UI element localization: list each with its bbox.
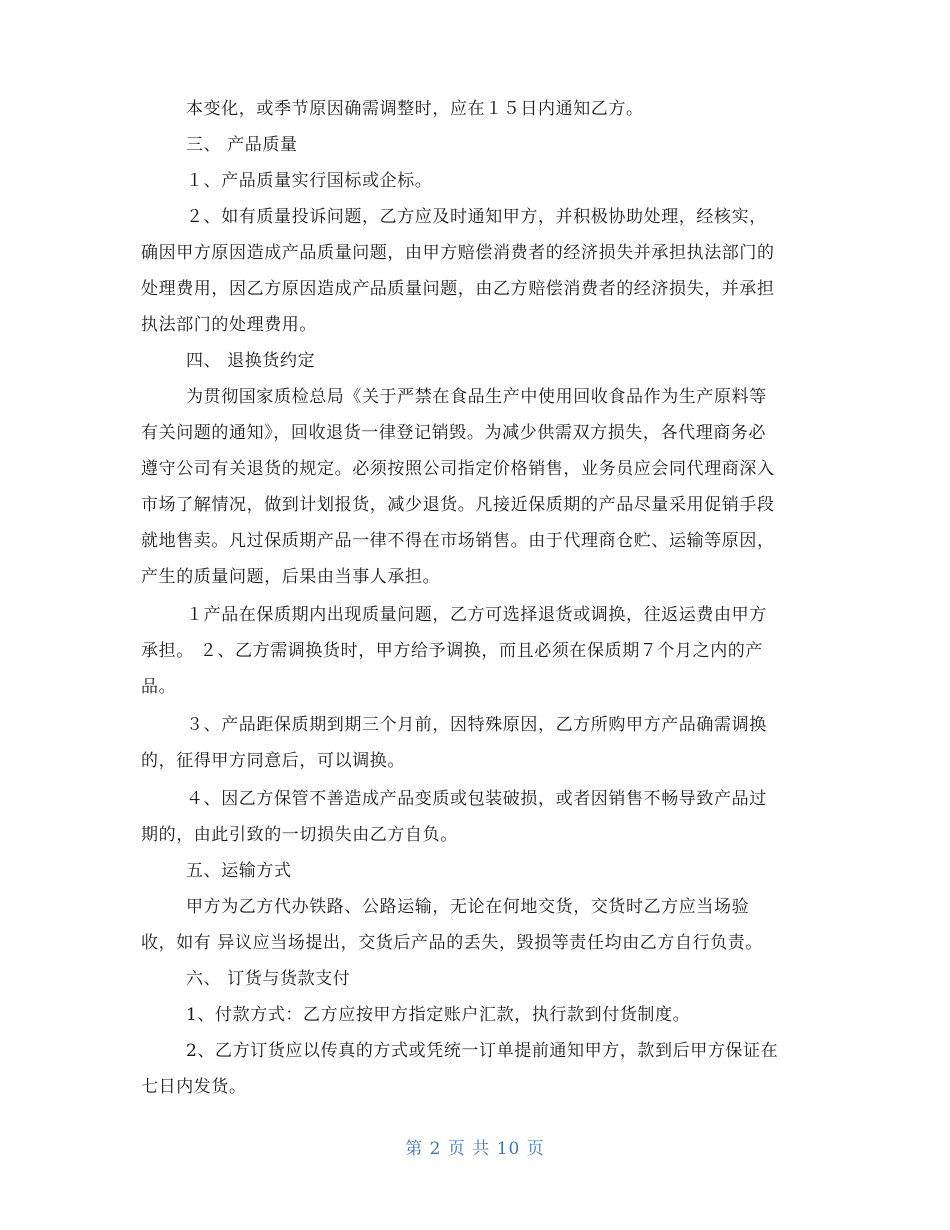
text-line: 品。 [141, 677, 177, 697]
text-line: 确因甲方原因造成产品质量问题，由甲方赔偿消费者的经济损失并承担执法部门的 [141, 243, 775, 263]
text-line: ２、如有质量投诉问题，乙方应及时通知甲方，并积极协助处理，经核实， [186, 207, 767, 227]
text-line: 就地售卖。凡过保质期产品一律不得在市场销售。由于代理商仓贮、运输等原因， [141, 531, 775, 551]
section-heading: 三、 产品质量 [186, 135, 298, 155]
text-line: 执法部门的处理费用。 [141, 315, 317, 335]
text-line: ４、因乙方保管不善造成产品变质或包装破损，或者因销售不畅导致产品过 [186, 789, 767, 809]
page-number-footer: 第 2 页 共 10 页 [405, 1139, 545, 1159]
section-heading: 五、运输方式 [186, 861, 292, 881]
text-line: 七日内发货。 [141, 1077, 247, 1097]
text-line: 甲方为乙方代办铁路、公路运输，无论在何地交货，交货时乙方应当场验 [186, 897, 750, 917]
text-line: 有关问题的通知》，回收退货一律登记销毁。为减少供需双方损失，各代理商务必 [141, 423, 767, 443]
text-line: １产品在保质期内出现质量问题，乙方可选择退货或调换，往返运费由甲方 [186, 605, 767, 625]
text-line: 遵守公司有关退货的规定。必须按照公司指定价格销售，业务员应会同代理商深入 [141, 459, 775, 479]
text-line: 为贯彻国家质检总局《关于严禁在食品生产中使用回收食品作为生产原料等 [186, 387, 767, 407]
text-line: １、产品质量实行国标或企标。 [186, 171, 433, 191]
text-line: 收，如有 异议应当场提出，交货后产品的丢失，毁损等责任均由乙方自行负责。 [141, 933, 764, 953]
text-line: 处理费用，因乙方原因造成产品质量问题，由乙方赔偿消费者的经济损失，并承担 [141, 279, 775, 299]
section-heading: 六、 订货与货款支付 [186, 969, 351, 989]
text-line: 期的，由此引致的一切损失由乙方自负。 [141, 825, 458, 845]
text-line: 市场了解情况，做到计划报货，减少退货。凡接近保质期的产品尽量采用促销手段 [141, 495, 775, 515]
text-line: 的，征得甲方同意后，可以调换。 [141, 751, 405, 771]
text-line: 本变化，或季节原因确需调整时，应在１５日内通知乙方。 [186, 99, 644, 119]
section-heading: 四、 退换货约定 [186, 351, 316, 371]
text-line: 产生的质量问题，后果由当事人承担。 [141, 567, 441, 587]
text-line: 承担。 ２、乙方需调换货时，甲方给予调换，而且必须在保质期７个月之内的产 [141, 641, 764, 661]
text-line: ３、产品距保质期到期三个月前，因特殊原因，乙方所购甲方产品确需调换 [186, 715, 767, 735]
text-line: 1、付款方式：乙方应按甲方指定账户汇款，执行款到付货制度。 [186, 1005, 691, 1025]
text-line: 2、乙方订货应以传真的方式或凭统一订单提前通知甲方，款到后甲方保证在 [186, 1041, 779, 1061]
